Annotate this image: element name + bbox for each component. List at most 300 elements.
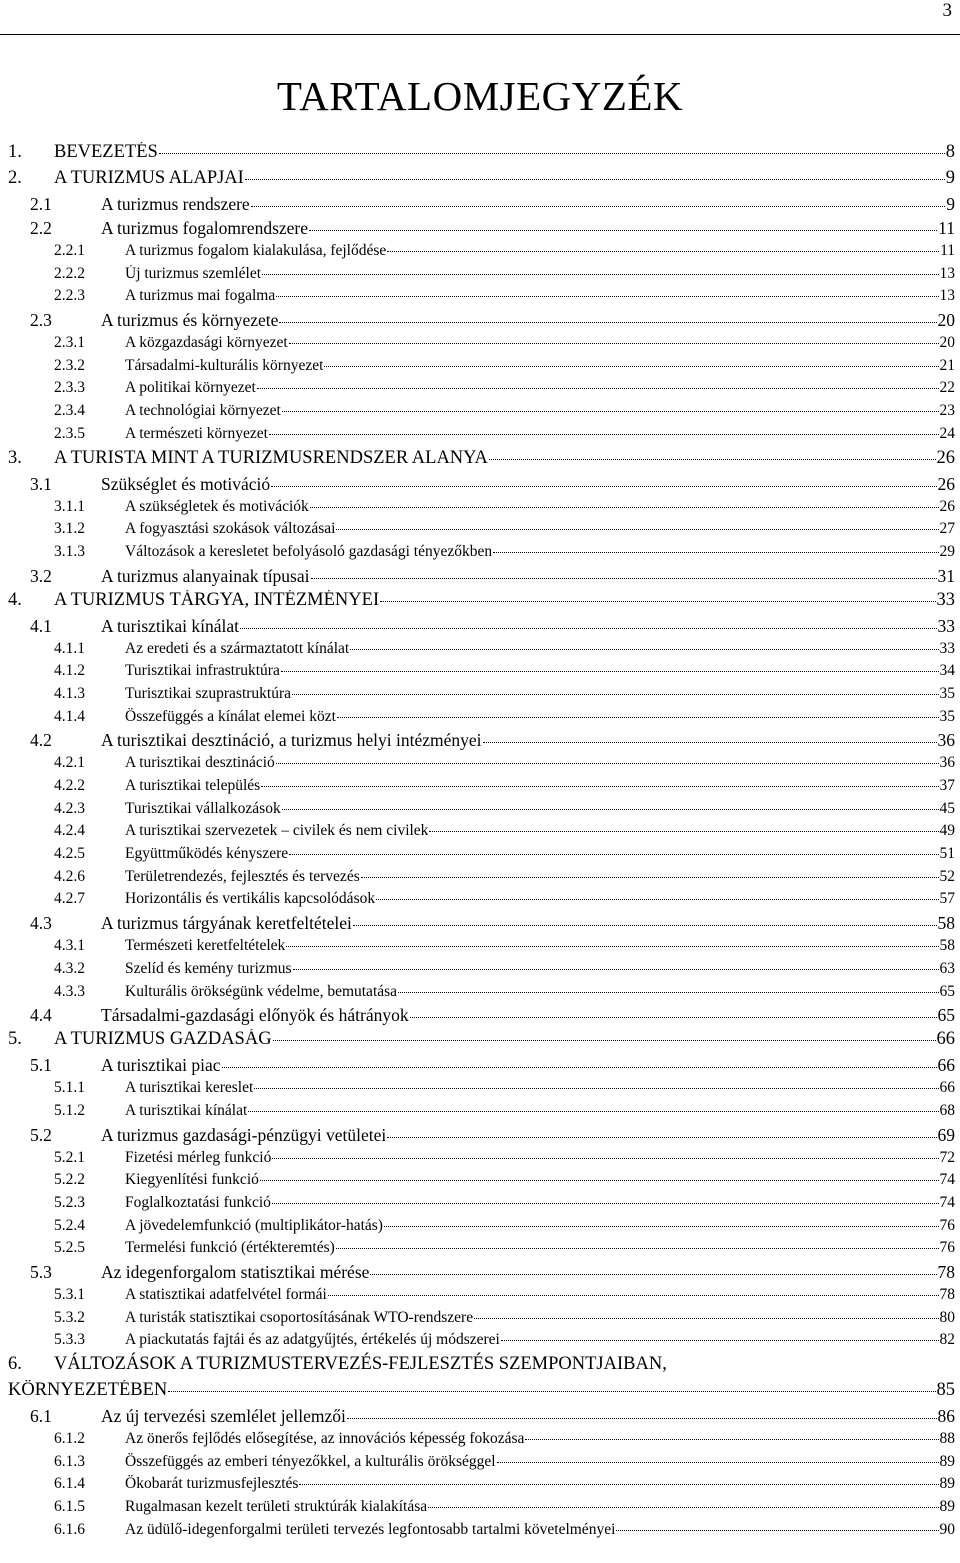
toc-entry-number: 2.3.3 xyxy=(54,379,85,397)
toc-entry-page: 57 xyxy=(939,890,955,908)
toc-entry-title: A turizmus tárgyának keretfeltételei xyxy=(101,913,352,934)
toc-entries xyxy=(8,142,955,1354)
toc-entry-title: Turisztikai szuprastruktúra xyxy=(125,684,292,702)
toc-entry-number: 5.1.2 xyxy=(54,1101,85,1119)
toc-entry-number: 2.2.2 xyxy=(54,264,85,282)
toc-entry-number: 3.1.3 xyxy=(54,542,85,560)
toc-entry-title: Az új tervezési szemlélet jellemzői xyxy=(101,1406,346,1427)
dot-leader xyxy=(240,627,936,629)
toc-entry[interactable] xyxy=(8,218,955,242)
toc-entry-title: A turisztikai kereslet xyxy=(125,1079,254,1097)
dot-leader xyxy=(292,693,938,695)
toc-entry-number: 4.3 xyxy=(30,913,52,934)
toc-entry[interactable] xyxy=(8,1171,955,1194)
dot-leader xyxy=(276,762,939,764)
toc-entry-number: 3.1 xyxy=(30,473,52,494)
toc-entry-title: A turisták statisztikai csoportosításának WTO-rendszere xyxy=(125,1308,474,1326)
toc-entry-number: 4.3.1 xyxy=(54,937,85,955)
toc-entry-number: 1. xyxy=(8,142,22,162)
dot-leader xyxy=(336,528,938,530)
toc-entry-title: A közgazdasági környezet xyxy=(125,334,288,352)
dot-leader xyxy=(257,387,939,389)
toc-entry-number: 2.3 xyxy=(30,310,52,331)
toc-entry-page: 45 xyxy=(939,799,955,817)
toc-entry-page: 36 xyxy=(937,730,955,751)
toc-entry[interactable] xyxy=(8,1079,955,1102)
toc-entry[interactable] xyxy=(8,566,955,590)
toc-entry[interactable] xyxy=(8,265,955,288)
toc-entry[interactable] xyxy=(8,1286,955,1309)
toc-entry-page: 52 xyxy=(939,867,955,885)
toc-entry-number: 4.2.1 xyxy=(54,754,85,772)
toc-entry-page: 86 xyxy=(937,1406,955,1427)
dot-leader xyxy=(501,1339,939,1341)
toc-entry-number: 6.1.3 xyxy=(54,1452,85,1470)
toc-entry-title: A szükségletek és motivációk xyxy=(125,497,309,515)
toc-entry-number: 2.3.2 xyxy=(54,356,85,374)
toc-entry-title: A turisztikai desztináció, a turizmus helyi intézményei xyxy=(101,730,482,751)
toc-entry-title: A turisztikai település xyxy=(125,777,261,794)
dot-leader xyxy=(168,1390,935,1392)
toc-entry-page: 31 xyxy=(937,565,955,586)
toc-entry-title: A természeti környezet xyxy=(125,424,268,442)
toc-entry-title: A turisztikai szervezetek – civilek és nem civilek xyxy=(125,822,429,840)
dot-leader xyxy=(299,1483,938,1485)
toc-entry-number: 5.3.3 xyxy=(54,1331,85,1349)
toc-entry-title-continued: KÖRNYEZETÉBEN xyxy=(8,1380,168,1401)
toc-entry-page: 66 xyxy=(939,1079,955,1097)
toc-entry-page: 20 xyxy=(939,334,955,352)
toc-entry-number: 6.1.4 xyxy=(54,1475,85,1493)
toc-entry-number: 4.2.7 xyxy=(54,890,85,908)
toc-entry[interactable] xyxy=(8,1262,955,1286)
toc-entry-title: A turisztikai piac xyxy=(101,1055,221,1076)
toc-entry-title: A politikai környezet xyxy=(125,379,256,397)
toc-entry[interactable] xyxy=(8,543,955,566)
dot-leader xyxy=(370,1273,936,1275)
page-number: 3 xyxy=(942,0,952,21)
toc-entry-page: 78 xyxy=(937,1262,955,1282)
toc-entry-page: 35 xyxy=(939,707,955,725)
toc-entry[interactable] xyxy=(8,448,955,474)
toc-entry-page: 66 xyxy=(936,1029,955,1050)
toc-entry-page: 80 xyxy=(939,1308,955,1326)
dot-leader xyxy=(282,808,939,810)
toc-entry-number: 5.1 xyxy=(30,1055,52,1076)
toc-entry-page: 29 xyxy=(939,542,955,560)
toc-entry-number: 2.2.1 xyxy=(54,242,85,259)
toc-entry-number: 4.1 xyxy=(30,615,52,636)
chapter-6-line-2 xyxy=(8,1380,955,1406)
toc-entry-page: 74 xyxy=(939,1171,955,1189)
toc-entry[interactable] xyxy=(8,1331,955,1354)
toc-entry-title: A turizmus gazdasági-pénzügyi vetületei xyxy=(101,1124,387,1145)
toc-entry[interactable] xyxy=(8,310,955,334)
toc-entry-number: 6.1 xyxy=(30,1406,52,1427)
toc-entry-title: A turisztikai desztináció xyxy=(125,754,275,772)
toc-entry-number: 6.1.2 xyxy=(54,1430,85,1448)
toc-entry-title: Az önerős fejlődés elősegítése, az innovációs képesség fokozása xyxy=(125,1430,525,1448)
header-rule xyxy=(0,34,960,35)
toc-entry-number: 5.3.1 xyxy=(54,1286,85,1303)
dot-leader xyxy=(286,945,938,947)
toc-entry-page: 74 xyxy=(939,1193,955,1211)
toc-entry-title: Területrendezés, fejlesztés és tervezés xyxy=(125,867,360,885)
dot-leader xyxy=(251,205,946,207)
toc-entry[interactable] xyxy=(8,334,955,357)
dot-leader xyxy=(384,1225,939,1227)
toc-entry-number: 5.2 xyxy=(30,1124,52,1145)
dot-leader xyxy=(497,1461,939,1463)
dot-leader xyxy=(350,648,938,650)
dot-leader xyxy=(387,250,939,252)
toc-entry-title: Társadalmi-gazdasági előnyök és hátrányok xyxy=(101,1005,409,1026)
toc-entry-title: A TURISTA MINT A TURIZMUSRENDSZER ALANYA xyxy=(54,447,488,468)
toc-entry-page: 82 xyxy=(939,1331,955,1349)
toc-entry-page: 76 xyxy=(939,1239,955,1257)
toc-entry[interactable] xyxy=(8,662,955,685)
toc-entry-title: A TURIZMUS ALAPJAI xyxy=(54,168,244,188)
toc-entry[interactable] xyxy=(8,1406,955,1430)
dot-leader xyxy=(282,410,939,412)
toc-entry-title: Horizontális és vertikális kapcsolódások xyxy=(125,890,376,908)
toc-entry-page: 26 xyxy=(939,497,955,515)
toc-entry-number: 2.3.4 xyxy=(54,402,85,420)
dot-leader xyxy=(380,600,935,602)
toc-entry-title: Társadalmi-kulturális környezet xyxy=(125,356,324,374)
toc-entry[interactable] xyxy=(8,800,955,823)
toc-entry-title: Változások a keresletet befolyásoló gazdasági tényezőkben xyxy=(125,542,493,560)
toc-entry-page: 8 xyxy=(945,142,955,162)
chapter-6-line-1 xyxy=(8,1354,955,1380)
toc-entry-number: 4.2.6 xyxy=(54,867,85,885)
dot-leader xyxy=(261,785,938,787)
toc-entry-number: 5.1.1 xyxy=(54,1079,85,1097)
toc-entry-number: 4.2.4 xyxy=(54,822,85,840)
dot-leader xyxy=(311,577,937,579)
toc-entry-title: A statisztikai adatfelvétel formái xyxy=(125,1286,327,1303)
toc-entry[interactable] xyxy=(8,822,955,845)
toc-entry-title: Ökobarát turizmusfejlesztés xyxy=(125,1475,299,1493)
dot-leader xyxy=(337,716,939,718)
page-title: TARTALOMJEGYZÉK xyxy=(276,73,684,119)
toc-entry-page: 68 xyxy=(939,1101,955,1119)
toc-entry-title: A jövedelemfunkció (multiplikátor-hatás) xyxy=(125,1216,383,1234)
toc-entry[interactable] xyxy=(8,498,955,521)
dot-leader xyxy=(429,830,938,832)
toc-entry-number: 5.2.1 xyxy=(54,1148,85,1166)
toc-entry-page: 33 xyxy=(936,589,955,610)
toc-entry[interactable] xyxy=(8,242,955,265)
toc-entry-number: 4.2.3 xyxy=(54,799,85,817)
toc-entry[interactable] xyxy=(8,730,955,754)
toc-entry[interactable] xyxy=(8,1521,955,1544)
toc-entry-page: 88 xyxy=(939,1430,955,1448)
toc-entry[interactable] xyxy=(8,1239,955,1262)
dot-leader xyxy=(387,1136,936,1138)
dot-leader xyxy=(324,365,938,367)
dot-leader xyxy=(273,1039,936,1041)
toc-entry[interactable] xyxy=(8,520,955,543)
toc-entry-title: Turisztikai vállalkozások xyxy=(125,799,281,817)
toc-entry-number: 4.1.1 xyxy=(54,639,85,657)
toc-entry-title: A turizmus fogalomrendszere xyxy=(101,218,309,238)
toc-entry[interactable] xyxy=(8,1217,955,1240)
dot-leader xyxy=(254,1087,938,1089)
toc-entry-number: 4.2.5 xyxy=(54,845,85,863)
toc-entry[interactable] xyxy=(8,983,955,1006)
toc-entry-number: 5.2.5 xyxy=(54,1239,85,1257)
toc-entry[interactable] xyxy=(8,1055,955,1079)
toc-entry-title: A turizmus és környezete xyxy=(101,310,279,331)
toc-entry[interactable] xyxy=(8,168,955,194)
toc-entry[interactable] xyxy=(8,474,955,498)
toc-entry[interactable] xyxy=(8,1194,955,1217)
toc-entry-title: A turisztikai kínálat xyxy=(101,615,240,636)
toc-entry-number: 2.2 xyxy=(30,218,52,238)
toc-entry[interactable] xyxy=(8,1149,955,1172)
toc-entry[interactable] xyxy=(8,142,955,168)
dot-leader xyxy=(269,433,939,435)
toc-entry-page: 66 xyxy=(937,1055,955,1076)
toc-entry-page: 26 xyxy=(937,473,955,494)
toc-entry[interactable] xyxy=(8,1005,955,1029)
toc-entry[interactable] xyxy=(8,845,955,868)
toc-entry-title: A piackutatás fajtái és az adatgyűjtés, értékelés új módszerei xyxy=(125,1331,500,1349)
toc-entry-title: Szelíd és kemény turizmus xyxy=(125,959,292,977)
toc-entry-number: 5.3.2 xyxy=(54,1308,85,1326)
toc-entry-page: 85 xyxy=(936,1380,955,1401)
toc-entry[interactable] xyxy=(8,640,955,663)
toc-entry[interactable] xyxy=(8,890,955,913)
toc-entry-title: Szükséglet és motiváció xyxy=(101,473,271,494)
toc-entry-title: Természeti keretfeltételek xyxy=(125,937,286,955)
toc-entry-page: 21 xyxy=(939,356,955,374)
toc-entry-title: A turizmus rendszere xyxy=(101,194,250,214)
toc-entry-title: Foglalkoztatási funkció xyxy=(125,1193,271,1211)
toc-entry-page: 89 xyxy=(939,1452,955,1470)
toc-entry-number: 4.2 xyxy=(30,730,52,751)
toc-entry[interactable] xyxy=(8,1498,955,1521)
toc-entry[interactable] xyxy=(8,1453,955,1476)
toc-entry[interactable] xyxy=(8,402,955,425)
toc-entry-page: 11 xyxy=(938,218,955,238)
dot-leader xyxy=(525,1438,938,1440)
dot-leader xyxy=(272,1202,939,1204)
toc-entry-title: A turisztikai kínálat xyxy=(125,1101,248,1119)
toc-entry-page: 9 xyxy=(945,168,955,188)
toc-entry-page: 72 xyxy=(939,1148,955,1166)
toc-entry-number: 5.2.3 xyxy=(54,1193,85,1211)
toc-entry-page: 23 xyxy=(939,402,955,420)
toc-entry-page: 37 xyxy=(939,777,955,794)
toc-entry-title: Új turizmus szemlélet xyxy=(125,264,262,282)
toc-entry-page: 65 xyxy=(937,1005,955,1026)
dot-leader xyxy=(493,551,938,553)
dot-leader xyxy=(222,1066,937,1068)
toc-entry[interactable] xyxy=(8,194,955,218)
dot-leader xyxy=(376,898,938,900)
toc-entry-page: 76 xyxy=(939,1216,955,1234)
toc-entry[interactable] xyxy=(8,287,955,310)
dot-leader xyxy=(328,1294,939,1296)
dot-leader xyxy=(262,273,938,275)
toc-entry-page: 49 xyxy=(939,822,955,840)
toc-entry-number: 4. xyxy=(8,589,22,610)
toc-entry-number: 5.3 xyxy=(30,1262,52,1282)
toc-entry-number: 4.1.3 xyxy=(54,684,85,702)
toc-entry-title: Fizetési mérleg funkció xyxy=(125,1148,272,1166)
toc-entry[interactable] xyxy=(8,777,955,800)
toc-entry[interactable] xyxy=(8,616,955,640)
dot-leader xyxy=(353,924,937,926)
toc-entry-number: 3.1.2 xyxy=(54,520,85,538)
toc-entry-title: Az idegenforgalom statisztikai mérése xyxy=(101,1262,370,1282)
toc-entry-page: 33 xyxy=(939,639,955,657)
toc-entry-title: Együttműködés kényszere xyxy=(125,845,289,863)
dot-leader xyxy=(410,1016,937,1018)
toc-entry-page: 65 xyxy=(939,982,955,1000)
toc-entry[interactable] xyxy=(8,868,955,891)
toc-entry[interactable] xyxy=(8,425,955,448)
toc-entry-number: 6.1.6 xyxy=(54,1520,85,1538)
toc-entry-number: 3.1.1 xyxy=(54,497,85,515)
toc-entry-title: Kiegyenlítési funkció xyxy=(125,1171,259,1189)
toc-entry-title: A turizmus mai fogalma xyxy=(125,287,276,305)
toc-entry-page: 36 xyxy=(939,754,955,772)
toc-entries-tail xyxy=(8,1406,955,1543)
toc-entry[interactable] xyxy=(8,937,955,960)
toc-entry-page: 11 xyxy=(940,242,955,259)
toc-entry-page: 13 xyxy=(939,264,955,282)
toc-entry[interactable] xyxy=(8,1029,955,1055)
toc-entry-chapter-6[interactable] xyxy=(8,1354,955,1406)
toc-entry[interactable] xyxy=(8,1125,955,1149)
toc-entry-number: 6.1.5 xyxy=(54,1498,85,1516)
toc-entry-number: 4.3.3 xyxy=(54,982,85,1000)
toc-entry-page: 58 xyxy=(937,913,955,934)
toc-entry-title: A fogyasztási szokások változásai xyxy=(125,520,336,538)
toc-entry-number: 5.2.2 xyxy=(54,1171,85,1189)
toc-entry-page: 24 xyxy=(939,424,955,442)
toc-entry-page: 89 xyxy=(939,1475,955,1493)
dot-leader xyxy=(289,853,938,855)
toc-entry-page: 9 xyxy=(946,194,955,214)
toc-entry-number: 2.3.5 xyxy=(54,424,85,442)
toc-entry-page: 22 xyxy=(939,379,955,397)
toc-entry[interactable] xyxy=(8,913,955,937)
toc-entry-title: A TURIZMUS GAZDASÁG xyxy=(54,1029,272,1050)
dot-leader xyxy=(293,968,939,970)
toc-entry-page: 34 xyxy=(939,662,955,680)
toc-entry[interactable] xyxy=(8,708,955,731)
dot-leader xyxy=(309,229,937,231)
dot-leader xyxy=(248,1110,938,1112)
toc-entry-number: 4.2.2 xyxy=(54,777,85,794)
toc-entry[interactable] xyxy=(8,685,955,708)
toc-entry-title: Összefüggés az emberi tényezőkkel, a kulturális örökséggel xyxy=(125,1452,496,1470)
dot-leader xyxy=(276,295,938,297)
toc-entry-number: 6. xyxy=(8,1354,22,1375)
dot-leader xyxy=(474,1317,938,1319)
toc-entry-number: 4.4 xyxy=(30,1005,52,1026)
dot-leader xyxy=(310,506,939,508)
toc-entry-page: 58 xyxy=(939,937,955,955)
dot-leader xyxy=(245,178,945,180)
toc-entry-title: A turizmus fogalom kialakulása, fejlődése xyxy=(125,242,387,259)
toc-entry-page: 78 xyxy=(939,1286,955,1303)
table-of-contents xyxy=(8,142,955,1544)
toc-entry-title: A TURIZMUS TÁRGYA, INTÉZMÉNYEI xyxy=(54,589,380,610)
toc-entry-title: Termelési funkció (értékteremtés) xyxy=(125,1239,335,1257)
dot-leader xyxy=(281,670,939,672)
toc-entry[interactable] xyxy=(8,590,955,616)
dot-leader xyxy=(272,1157,938,1159)
toc-entry-page: 27 xyxy=(939,520,955,538)
toc-entry-title: BEVEZETÉS xyxy=(54,142,158,162)
toc-entry-title: Turisztikai infrastruktúra xyxy=(125,662,280,680)
toc-entry-number: 2.2.3 xyxy=(54,287,85,305)
dot-leader xyxy=(361,876,939,878)
toc-entry[interactable] xyxy=(8,1309,955,1332)
dot-leader xyxy=(428,1506,938,1508)
toc-entry-title: VÁLTOZÁSOK A TURIZMUSTERVEZÉS-FEJLESZTÉS SZEMPONTJAIBAN, xyxy=(54,1354,667,1375)
toc-entry-title: Összefüggés a kínálat elemei közt xyxy=(125,707,336,725)
toc-entry-number: 2. xyxy=(8,168,22,188)
toc-entry-page: 90 xyxy=(939,1520,955,1538)
dot-leader xyxy=(489,458,936,460)
dot-leader xyxy=(279,321,936,323)
toc-entry-number: 4.1.4 xyxy=(54,707,85,725)
dot-leader xyxy=(260,1179,939,1181)
toc-entry[interactable] xyxy=(8,1102,955,1125)
toc-entry-number: 3. xyxy=(8,447,22,468)
toc-entry-number: 4.1.2 xyxy=(54,662,85,680)
toc-entry-title: Az üdülő-idegenforgalmi területi tervezés legfontosabb tartalmi követelményei xyxy=(125,1520,616,1538)
dot-leader xyxy=(271,485,936,487)
toc-entry-page: 26 xyxy=(936,447,955,468)
toc-entry[interactable] xyxy=(8,357,955,380)
dot-leader xyxy=(616,1529,938,1531)
toc-entry-page: 89 xyxy=(939,1498,955,1516)
toc-entry[interactable] xyxy=(8,1430,955,1453)
toc-entry-number: 3.2 xyxy=(30,565,52,586)
toc-entry-title: A technológiai környezet xyxy=(125,402,281,420)
toc-entry-number: 4.3.2 xyxy=(54,959,85,977)
toc-entry-page: 20 xyxy=(937,310,955,331)
toc-entry[interactable] xyxy=(8,754,955,777)
dot-leader xyxy=(289,342,939,344)
toc-entry[interactable] xyxy=(8,960,955,983)
toc-entry[interactable] xyxy=(8,379,955,402)
toc-entry-number: 2.1 xyxy=(30,194,52,214)
toc-entry[interactable] xyxy=(8,1475,955,1498)
toc-entry-page: 35 xyxy=(939,684,955,702)
toc-entry-number: 5. xyxy=(8,1029,22,1050)
toc-entry-title: A turizmus alanyainak típusai xyxy=(101,565,310,586)
toc-entry-page: 33 xyxy=(937,615,955,636)
dot-leader xyxy=(336,1247,939,1249)
dot-leader xyxy=(398,991,938,993)
dot-leader xyxy=(159,152,945,154)
toc-entry-number: 2.3.1 xyxy=(54,334,85,352)
toc-entry-page: 63 xyxy=(939,959,955,977)
dot-leader xyxy=(483,741,937,743)
toc-entry-page: 13 xyxy=(939,287,955,305)
toc-entry-number: 5.2.4 xyxy=(54,1216,85,1234)
toc-entry-page: 69 xyxy=(937,1124,955,1145)
toc-entry-title: Kulturális örökségünk védelme, bemutatása xyxy=(125,982,398,1000)
